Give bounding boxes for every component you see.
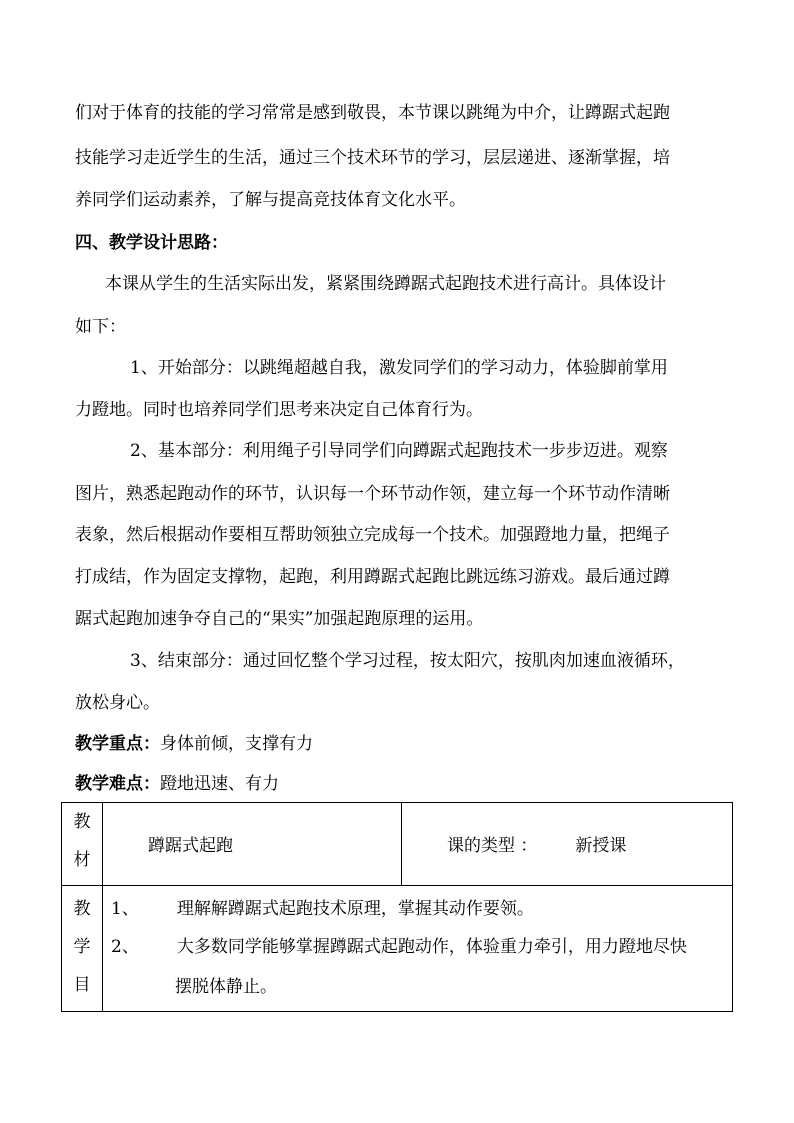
material-header-char-2: 材 bbox=[73, 850, 91, 870]
goal-2-text: 大多数同学能够掌握蹲踞式起跑动作，体验重力牵引，用力蹬地尽快 bbox=[176, 937, 687, 957]
material-header-char-1: 教 bbox=[73, 812, 91, 832]
key-point-value: 身体前倾，支撑有力 bbox=[160, 734, 313, 754]
goal-1 bbox=[111, 894, 534, 919]
goal-1-text: 理解解蹲踞式起跑技术原理，掌握其动作要领。 bbox=[176, 899, 534, 919]
difficulty-value: 蹬地迅速、有力 bbox=[160, 774, 279, 794]
lesson-table bbox=[61, 802, 733, 1012]
para1-line-1: 们对于体育的技能的学习常常是感到敬畏，本节课以跳绳为中介，让蹲踞式起跑 bbox=[75, 103, 670, 123]
table-row-material bbox=[62, 803, 733, 886]
item3-line-2: 放松身心。 bbox=[75, 693, 160, 713]
goals-header-char-3: 目 bbox=[73, 975, 91, 995]
item2-line-1: 2、基本部分：利用绳子引导同学们向蹲踞式起跑技术一步步迈进。观察 bbox=[130, 441, 668, 461]
material-cell bbox=[103, 803, 402, 886]
item1-line-2: 力蹬地。同时也培养同学们思考来决定自己体育行为。 bbox=[75, 400, 483, 420]
para1-line-2: 技能学习走近学生的生活，通过三个技术环节的学习，层层递进、逐渐掌握，培 bbox=[75, 148, 670, 168]
lesson-type-value: 新授课 bbox=[575, 836, 627, 856]
key-point bbox=[75, 733, 313, 755]
key-point-label: 教学重点： bbox=[75, 734, 160, 754]
section-4-heading: 四、教学设计思路： bbox=[75, 233, 228, 253]
item2-line-3: 表象，然后根据动作要相互帮助领独立完成每一个技术。加强蹬地力量，把绳子 bbox=[75, 525, 670, 545]
para2-line-1: 本课从学生的生活实际出发，紧紧围绕蹲踞式起跑技术进行高计。具体设计 bbox=[105, 274, 666, 294]
goals-list bbox=[103, 886, 732, 1011]
lesson-type-cell bbox=[402, 803, 733, 886]
table-row-goals bbox=[62, 886, 733, 1012]
lesson-type bbox=[402, 803, 732, 856]
item2-line-4: 打成结，作为固定支撑物，起跑，利用蹲踞式起跑比跳远练习游戏。最后通过蹲 bbox=[75, 567, 670, 587]
item3-line-1: 3、结束部分：通过回忆整个学习过程，按太阳穴，按肌肉加速血液循环， bbox=[130, 651, 685, 671]
goals-header-char-1: 教 bbox=[73, 899, 91, 919]
goal-1-number: 1、 bbox=[111, 899, 139, 919]
material-value: 蹲踞式起跑 bbox=[148, 836, 233, 856]
goals-header-char-2: 学 bbox=[73, 937, 91, 957]
para1-line-3: 养同学们运动素养，了解与提高竞技体育文化水平。 bbox=[75, 190, 466, 210]
goal-2 bbox=[111, 932, 687, 957]
para2-line-2: 如下： bbox=[75, 317, 126, 337]
material-header-cell bbox=[62, 803, 103, 886]
item2-line-5: 踞式起跑加速争夺自己的“果实”加强起跑原理的运用。 bbox=[75, 609, 484, 629]
item1-line-1: 1、开始部分：以跳绳超越自我，激发同学们的学习动力，体验脚前掌用 bbox=[130, 358, 668, 378]
difficulty bbox=[75, 773, 279, 795]
lesson-type-label: 课的类型 ： bbox=[447, 836, 538, 856]
goals-cell bbox=[103, 886, 733, 1012]
goals-header-cell bbox=[62, 886, 103, 1012]
goal-2-continued: 摆脱体静止。 bbox=[175, 977, 277, 997]
item2-line-2: 图片，熟悉起跑动作的环节，认识每一个环节动作领，建立每一个环节动作清晰 bbox=[75, 484, 670, 504]
goal-2-number: 2、 bbox=[111, 937, 139, 957]
difficulty-label: 教学难点： bbox=[75, 774, 160, 794]
